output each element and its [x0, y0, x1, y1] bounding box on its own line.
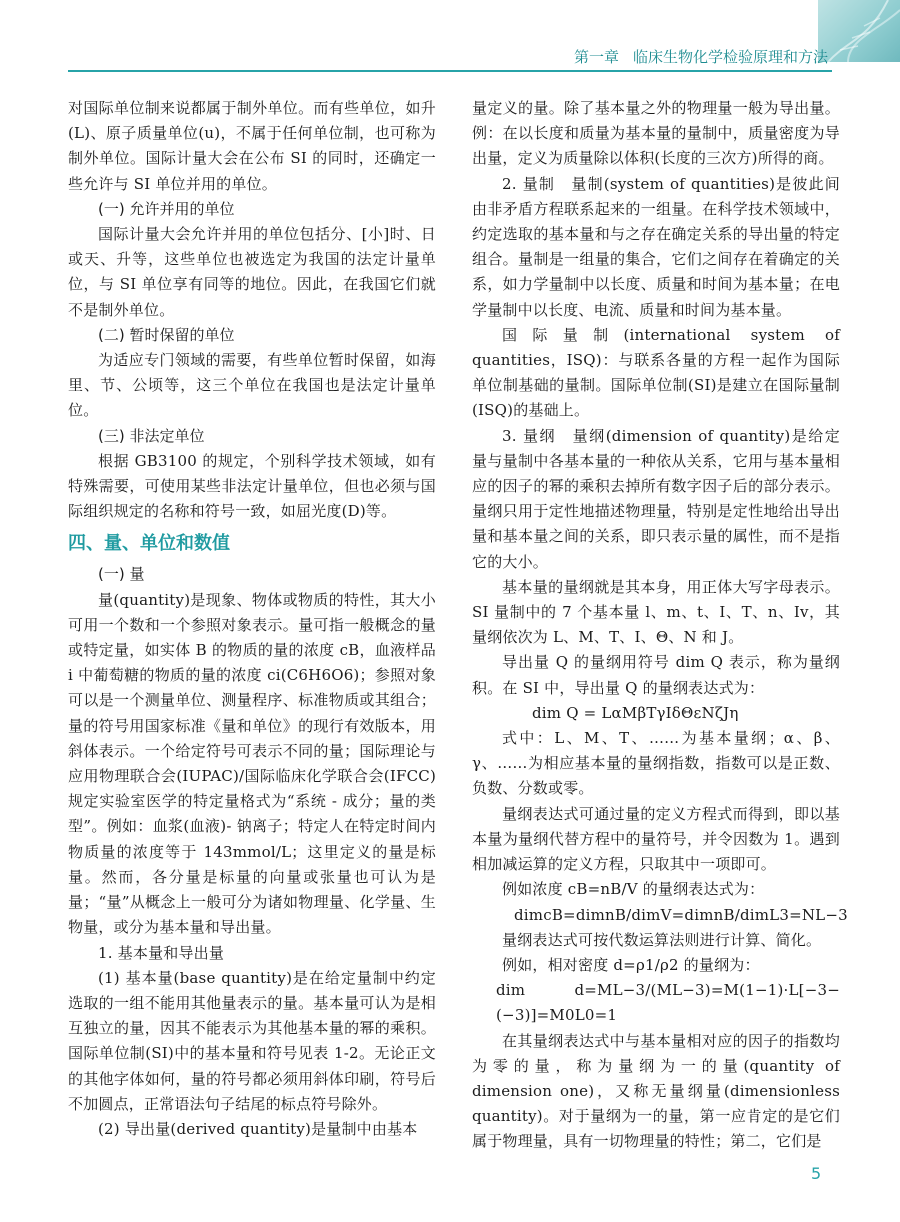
paragraph: 国际计量大会允许并用的单位包括分、[小]时、日或天、升等，这些单位也被选定为我国的法定计量单位，与 SI 单位享有同等的地位。因此，在我国它们就不是制外单位。 [68, 225, 436, 319]
numbered-heading: 1. 基本量和导出量 [98, 943, 225, 962]
page-number: 5 [811, 1164, 822, 1183]
right-column [472, 96, 848, 1155]
formula: dimcB=dimnB/dimV=dimnB/dimL3=NL−3 [514, 905, 848, 924]
paragraph: 例如浓度 cB=nB/V 的量纲表达式为： [502, 880, 765, 899]
chapter-title: 临床生物化学检验原理和方法 [632, 48, 828, 66]
corner-decoration [818, 0, 900, 62]
paragraph: 导出量 Q 的量纲用符号 dim Q 表示，称为量纲积。在 SI 中，导出量 Q 的量纲表达式为： [472, 653, 840, 697]
subheading: (一) 允许并用的单位 [98, 199, 235, 218]
paragraph: 基本量的量纲就是其本身，用正体大写字母表示。SI 量制中的 7 个基本量 l、m、t、I、T、n、Iv，其量纲依次为 L、M、T、I、Θ、N 和 J。 [472, 577, 840, 647]
subheading: (二) 暂时保留的单位 [98, 325, 235, 344]
paragraph: 式中：L、M、T、……为基本量纲；α、β、γ、……为相应基本量的量纲指数，指数可以是正数、负数、分数或零。 [472, 729, 840, 798]
paragraph: 国际量制(international system of quantities，ISQ)：与联系各量的方程一起作为国际单位制基础的量制。国际单位制(SI)是建立在国际量制(ISQ)的基础上。 [472, 325, 840, 420]
paragraph: 3. 量纲 量纲(dimension of quantity)是给定量与量制中各基本量的一种依从关系，它用与基本量相应的因子的幂的乘积去掉所有数字因子后的部分表示。量纲只用于定性地描述物理量，特别是定性地给出导出量和基本量之间的关系，即只表示量的属性，而不是指它的大小。 [472, 426, 840, 571]
paragraph: 2. 量制 量制(system of quantities)是彼此间由非矛盾方程联系起来的一组量。在科学技术领域中，约定选取的基本量和与之存在确定关系的导出量的特定组合。量制是一组量的集合，它们之间存在着确定的关系，如力学量制中以长度、质量和时间为基本量；在电学量制中以长度、电流、质量和时间为基本量。 [472, 174, 840, 319]
running-header [574, 46, 828, 67]
left-column [68, 96, 436, 1142]
paragraph: 根据 GB3100 的规定，个别科学技术领域，如有特殊需要，可使用某些非法定计量单位，但也必须与国际组织规定的名称和符号一致，如屈光度(D)等。 [68, 451, 436, 521]
subheading: (一) 量 [98, 565, 145, 584]
paragraph: 量定义的量。除了基本量之外的物理量一般为导出量。例：在以长度和质量为基本量的量制中，质量密度为导出量，定义为质量除以体积(长度的三次方)所得的商。 [472, 99, 840, 168]
paragraph: 为适应专门领域的需要，有些单位暂时保留，如海里、节、公顷等，这三个单位在我国也是法定计量单位。 [68, 351, 436, 420]
formula: dim d=ML−3/(ML−3)=M(1−1)·L[−3−(−3)]=M0L0=1 [496, 981, 840, 1025]
paragraph: 量纲表达式可按代数运算法则进行计算、简化。 [502, 930, 822, 949]
paragraph: (2) 导出量(derived quantity)是量制中由基本 [98, 1119, 418, 1138]
paragraph: 例如，相对密度 d=ρ1/ρ2 的量纲为： [502, 955, 760, 974]
paragraph: 量(quantity)是现象、物体或物质的特性，其大小可用一个数和一个参照对象表示。量可指一般概念的量或特定量，如实体 B 的物质的量的浓度 cB，血液样品 i 中葡萄糖的物质的量的浓度 ci(C6H6O6)；参照对象可以是一个测量单位、测量程序、标准物质或其组合；量的符号用国家标准《量和单位》的现行有效版本，用斜体表示。一个给定符号可表示不同的量；国际理论与应用物理联合会(IUPAC)/国际临床化学联合会(IFCC)规定实验室医学的特定量格式为“系统 - 成分；量的类型”。例如：血浆(血液)- 钠离子；特定人在特定时间内物质量的浓度等于 143mmol/L；这里定义的量是标量。然而，各分量是标量的向量或张量也可认为是量；“量”从概念上一般可分为诸如物理量、化学量、生物量，或分为基本量和导出量。 [68, 590, 436, 937]
chapter-label: 第一章 [573, 48, 619, 66]
dna-helix-icon [818, 0, 900, 62]
subheading: (三) 非法定单位 [98, 426, 205, 445]
paragraph: 在其量纲表达式中与基本量相对应的因子的指数均为零的量，称为量纲为一的量(quantity of dimension one)，又称无量纲量(dimensionless quantity)。对于量纲为一的量，第一应肯定的是它们属于物理量，具有一切物理量的特性；第二，它们是 [472, 1031, 840, 1151]
paragraph: 对国际单位制来说都属于制外单位。而有些单位，如升(L)、原子质量单位(u)，不属于任何单位制，也可称为制外单位。国际计量大会在公布 SI 的同时，还确定一些允许与 SI 单位并用的单位。 [68, 99, 436, 193]
header-rule [68, 70, 832, 72]
paragraph: (1) 基本量(base quantity)是在给定量制中约定选取的一组不能用其他量表示的量。基本量可认为是相互独立的量，因其不能表示为其他基本量的幂的乘积。国际单位制(SI)中的基本量和符号见表 1-2。无论正文的其他字体如何，量的符号都必须用斜体印刷，符号后不加圆点，正常语法句子结尾的标点符号除外。 [68, 968, 436, 1113]
paragraph: 量纲表达式可通过量的定义方程式而得到，即以基本量为量纲代替方程中的量符号，并令因数为 1。遇到相加减运算的定义方程，只取其中一项即可。 [472, 804, 840, 874]
section-heading: 四、量、单位和数值 [68, 533, 230, 555]
formula: dim Q = LαMβTγIδΘεNζJη [532, 703, 739, 722]
